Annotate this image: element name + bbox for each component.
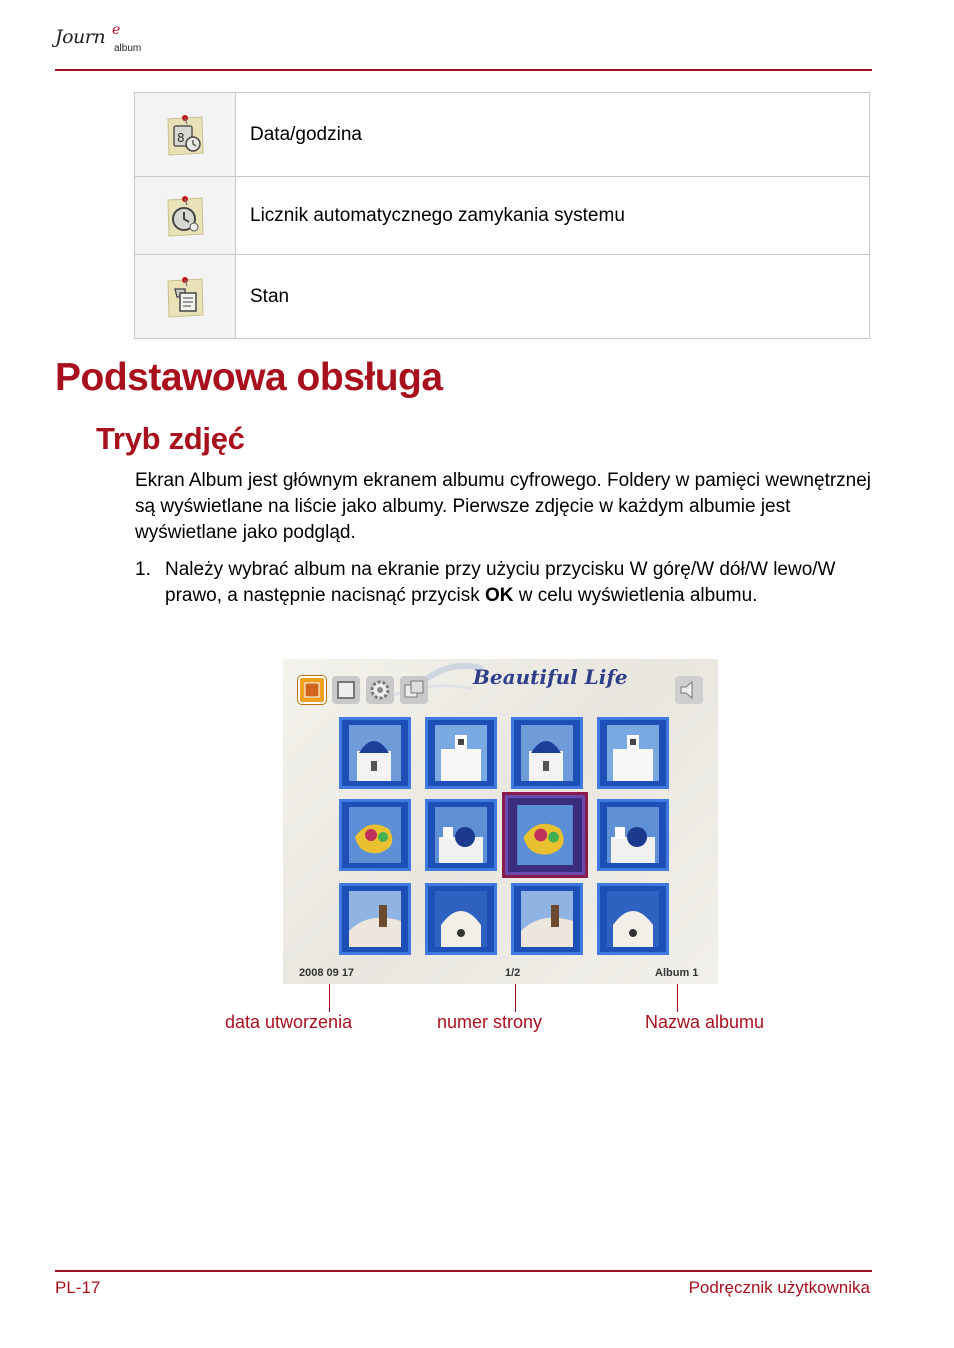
album-thumbnail bbox=[597, 717, 669, 789]
step-number: 1. bbox=[135, 559, 151, 580]
album-thumbnail bbox=[425, 883, 497, 955]
table-row bbox=[135, 177, 870, 255]
copy-icon bbox=[400, 676, 428, 704]
document-status-icon bbox=[165, 275, 205, 319]
ok-key-label: OK bbox=[485, 585, 514, 606]
logo-script: Journ bbox=[55, 26, 106, 48]
table-cell-label: Data/godzina bbox=[236, 93, 870, 177]
logo-e: e bbox=[112, 22, 121, 38]
album-thumbnail bbox=[511, 883, 583, 955]
date-leader-line bbox=[329, 984, 330, 1012]
section-title: Tryb zdjęć bbox=[96, 421, 245, 456]
album-thumbnail bbox=[425, 717, 497, 789]
intro-paragraph: Ekran Album jest głównym ekranem albumu cyfrowego. Foldery w pamięci wewnętrznej są wyświetlane na liście jako albumy. Pierwsze zdjęcie w każdym albumie jest wyświetlane jako podgląd. bbox=[135, 470, 872, 543]
album-name: Album 1 bbox=[655, 967, 699, 979]
photo-mode-button bbox=[298, 676, 326, 704]
header-divider bbox=[55, 69, 872, 71]
manual-title: Podręcznik użytkownika bbox=[688, 1278, 870, 1297]
speaker-icon bbox=[675, 676, 703, 704]
step-text-before: Należy wybrać album na ekranie przy użyciu przycisku W górę/W dół/W lewo/W prawo, a następnie nacisnąć przycisk bbox=[165, 559, 836, 606]
step-text-after: w celu wyświetlenia albumu. bbox=[513, 585, 758, 606]
icon-table bbox=[134, 92, 870, 339]
page-title: Podstawowa obsługa bbox=[55, 356, 443, 399]
step-text bbox=[165, 557, 875, 609]
caption-date: data utworzenia bbox=[225, 1012, 353, 1032]
album-thumbnail bbox=[597, 883, 669, 955]
page-number: PL-17 bbox=[55, 1278, 101, 1297]
album-leader-line bbox=[677, 984, 678, 1012]
table-row bbox=[135, 93, 870, 177]
table-cell-label: Stan bbox=[236, 255, 870, 339]
album-date: 2008 09 17 bbox=[299, 967, 355, 979]
clock-icon bbox=[165, 194, 205, 238]
album-page-number: 1/2 bbox=[505, 967, 521, 979]
table-row bbox=[135, 255, 870, 339]
gear-icon bbox=[366, 676, 394, 704]
album-thumbnail bbox=[339, 717, 411, 789]
screen-title: Beautiful Life bbox=[473, 665, 628, 689]
album-thumbnail bbox=[425, 799, 497, 871]
calendar-clock-icon bbox=[165, 113, 205, 157]
caption-album: Nazwa albumu bbox=[645, 1012, 765, 1032]
calendar-mode-button bbox=[332, 676, 360, 704]
journe-logo bbox=[55, 22, 165, 62]
logo-album: album bbox=[114, 43, 142, 54]
caption-page: numer strony bbox=[437, 1012, 543, 1032]
svg-text:8: 8 bbox=[177, 130, 185, 145]
album-thumbnail bbox=[339, 799, 411, 871]
page-leader-line bbox=[515, 984, 516, 1012]
album-screen-screenshot bbox=[283, 659, 718, 984]
album-thumbnail bbox=[597, 799, 669, 871]
album-thumbnail-selected bbox=[505, 795, 585, 875]
table-cell-label: Licznik automatycznego zamykania systemu bbox=[236, 177, 870, 255]
footer-divider bbox=[55, 1270, 872, 1272]
album-thumbnail bbox=[339, 883, 411, 955]
album-thumbnail bbox=[511, 717, 583, 789]
